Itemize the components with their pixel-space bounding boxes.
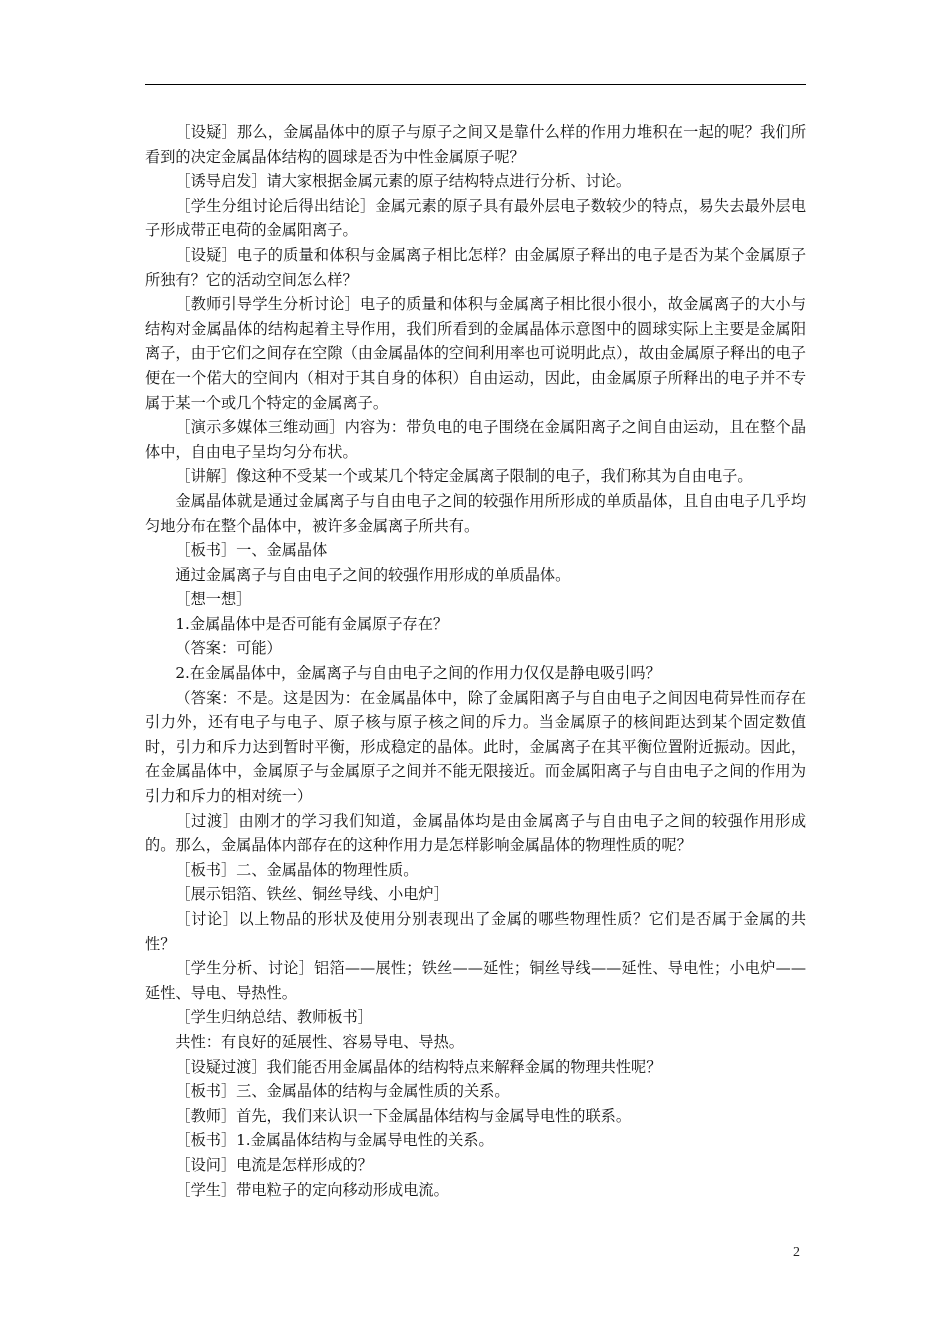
paragraph: ［想一想］ bbox=[175, 590, 252, 609]
paragraph: ［设疑］电子的质量和体积与金属离子相比怎样？由金属原子释出的电子是否为某个金属原子所独有？它的活动空间怎么样？ bbox=[145, 245, 806, 289]
paragraph: （答案：可能） bbox=[175, 639, 282, 658]
paragraph: ［学生归纳总结、教师板书］ bbox=[175, 1008, 373, 1027]
paragraph: ［过渡］由刚才的学习我们知道，金属晶体均是由金属离子与自由电子之间的较强作用形成的。那么，金属晶体内部存在的这种作用力是怎样影响金属晶体的物理性质的呢？ bbox=[145, 811, 806, 855]
paragraph: ［展示铝箔、铁丝、铜丝导线、小电炉］ bbox=[175, 885, 449, 904]
paragraph: 共性：有良好的延展性、容易导电、导热。 bbox=[175, 1032, 464, 1051]
paragraph: ［设疑］那么，金属晶体中的原子与原子之间又是靠什么样的作用力堆积在一起的呢？我们所看到的决定金属晶体结构的圆球是否为中性金属原子呢？ bbox=[145, 123, 806, 166]
paragraph: ［教师引导学生分析讨论］电子的质量和体积与金属离子相比很小很小，故金属离子的大小与结构对金属晶体的结构起着主导作用，我们所看到的金属晶体示意图中的圆球实际上主要是金属阳离子，由于它们之间存在空隙（由金属晶体的空间利用率也可说明此点），故由金属原子释出的电子便在一个偌大的空间内（相对于其自身的体积）自由运动，因此，由金属原子所释出的电子并不专属于某一个或几个特定的金属离子。 bbox=[145, 295, 806, 412]
paragraph: ［学生分组讨论后得出结论］金属元素的原子具有最外层电子数较少的特点，易失去最外层电子形成带正电荷的金属阳离子。 bbox=[145, 196, 806, 240]
paragraph: ［演示多媒体三维动画］内容为：带负电的电子围绕在金属阳离子之间自由运动，且在整个晶体中，自由电子呈均匀分布状。 bbox=[145, 418, 806, 461]
paragraph: ［板书］一、金属晶体 bbox=[175, 541, 328, 560]
paragraph: ［板书］1.金属晶体结构与金属导电性的关系。 bbox=[175, 1131, 494, 1150]
paragraph: ［板书］二、金属晶体的物理性质。 bbox=[175, 860, 419, 879]
paragraph: ［学生分析、讨论］铝箔——展性；铁丝——延性；铜丝导线——延性、导电性；小电炉——延性、导电、导热性。 bbox=[145, 959, 806, 1002]
paragraph: ［讨论］以上物品的形状及使用分别表现出了金属的哪些物理性质？它们是否属于金属的共性？ bbox=[145, 910, 806, 953]
paragraph: 1.金属晶体中是否可能有金属原子存在？ bbox=[175, 614, 449, 633]
paragraph: ［教师］首先，我们来认识一下金属晶体结构与金属导电性的联系。 bbox=[175, 1106, 632, 1125]
paragraph: ［设问］电流是怎样形成的？ bbox=[175, 1155, 373, 1174]
document-body bbox=[145, 120, 806, 1202]
paragraph: ［板书］三、金属晶体的结构与金属性质的关系。 bbox=[175, 1082, 510, 1101]
paragraph: （答案：不是。这是因为：在金属晶体中，除了金属阳离子与自由电子之间因电荷异性而存在引力外，还有电子与电子、原子核与原子核之间的斥力。当金属原子的核间距达到某个固定数值时，引力和斥力达到暂时平衡，形成稳定的晶体。此时，金属离子在其平衡位置附近振动。因此，在金属晶体中，金属原子与金属原子之间并不能无限接近。而金属阳离子与自由电子之间的作用为引力和斥力的相对统一） bbox=[145, 688, 806, 806]
paragraph: ［学生］带电粒子的定向移动形成电流。 bbox=[175, 1180, 449, 1199]
paragraph: ［讲解］像这种不受某一个或某几个特定金属离子限制的电子，我们称其为自由电子。 bbox=[175, 467, 753, 486]
header-rule bbox=[145, 84, 806, 85]
paragraph: 通过金属离子与自由电子之间的较强作用形成的单质晶体。 bbox=[175, 565, 571, 584]
paragraph: 2.在金属晶体中，金属离子与自由电子之间的作用力仅仅是静电吸引吗？ bbox=[175, 664, 661, 683]
paragraph: ［诱导启发］请大家根据金属元素的原子结构特点进行分析、讨论。 bbox=[175, 172, 632, 191]
paragraph: ［设疑过渡］我们能否用金属晶体的结构特点来解释金属的物理共性呢？ bbox=[175, 1057, 662, 1076]
page-number: 2 bbox=[793, 1245, 800, 1260]
paragraph: 金属晶体就是通过金属离子与自由电子之间的较强作用所形成的单质晶体，且自由电子几乎均匀地分布在整个晶体中，被许多金属离子所共有。 bbox=[145, 491, 806, 535]
